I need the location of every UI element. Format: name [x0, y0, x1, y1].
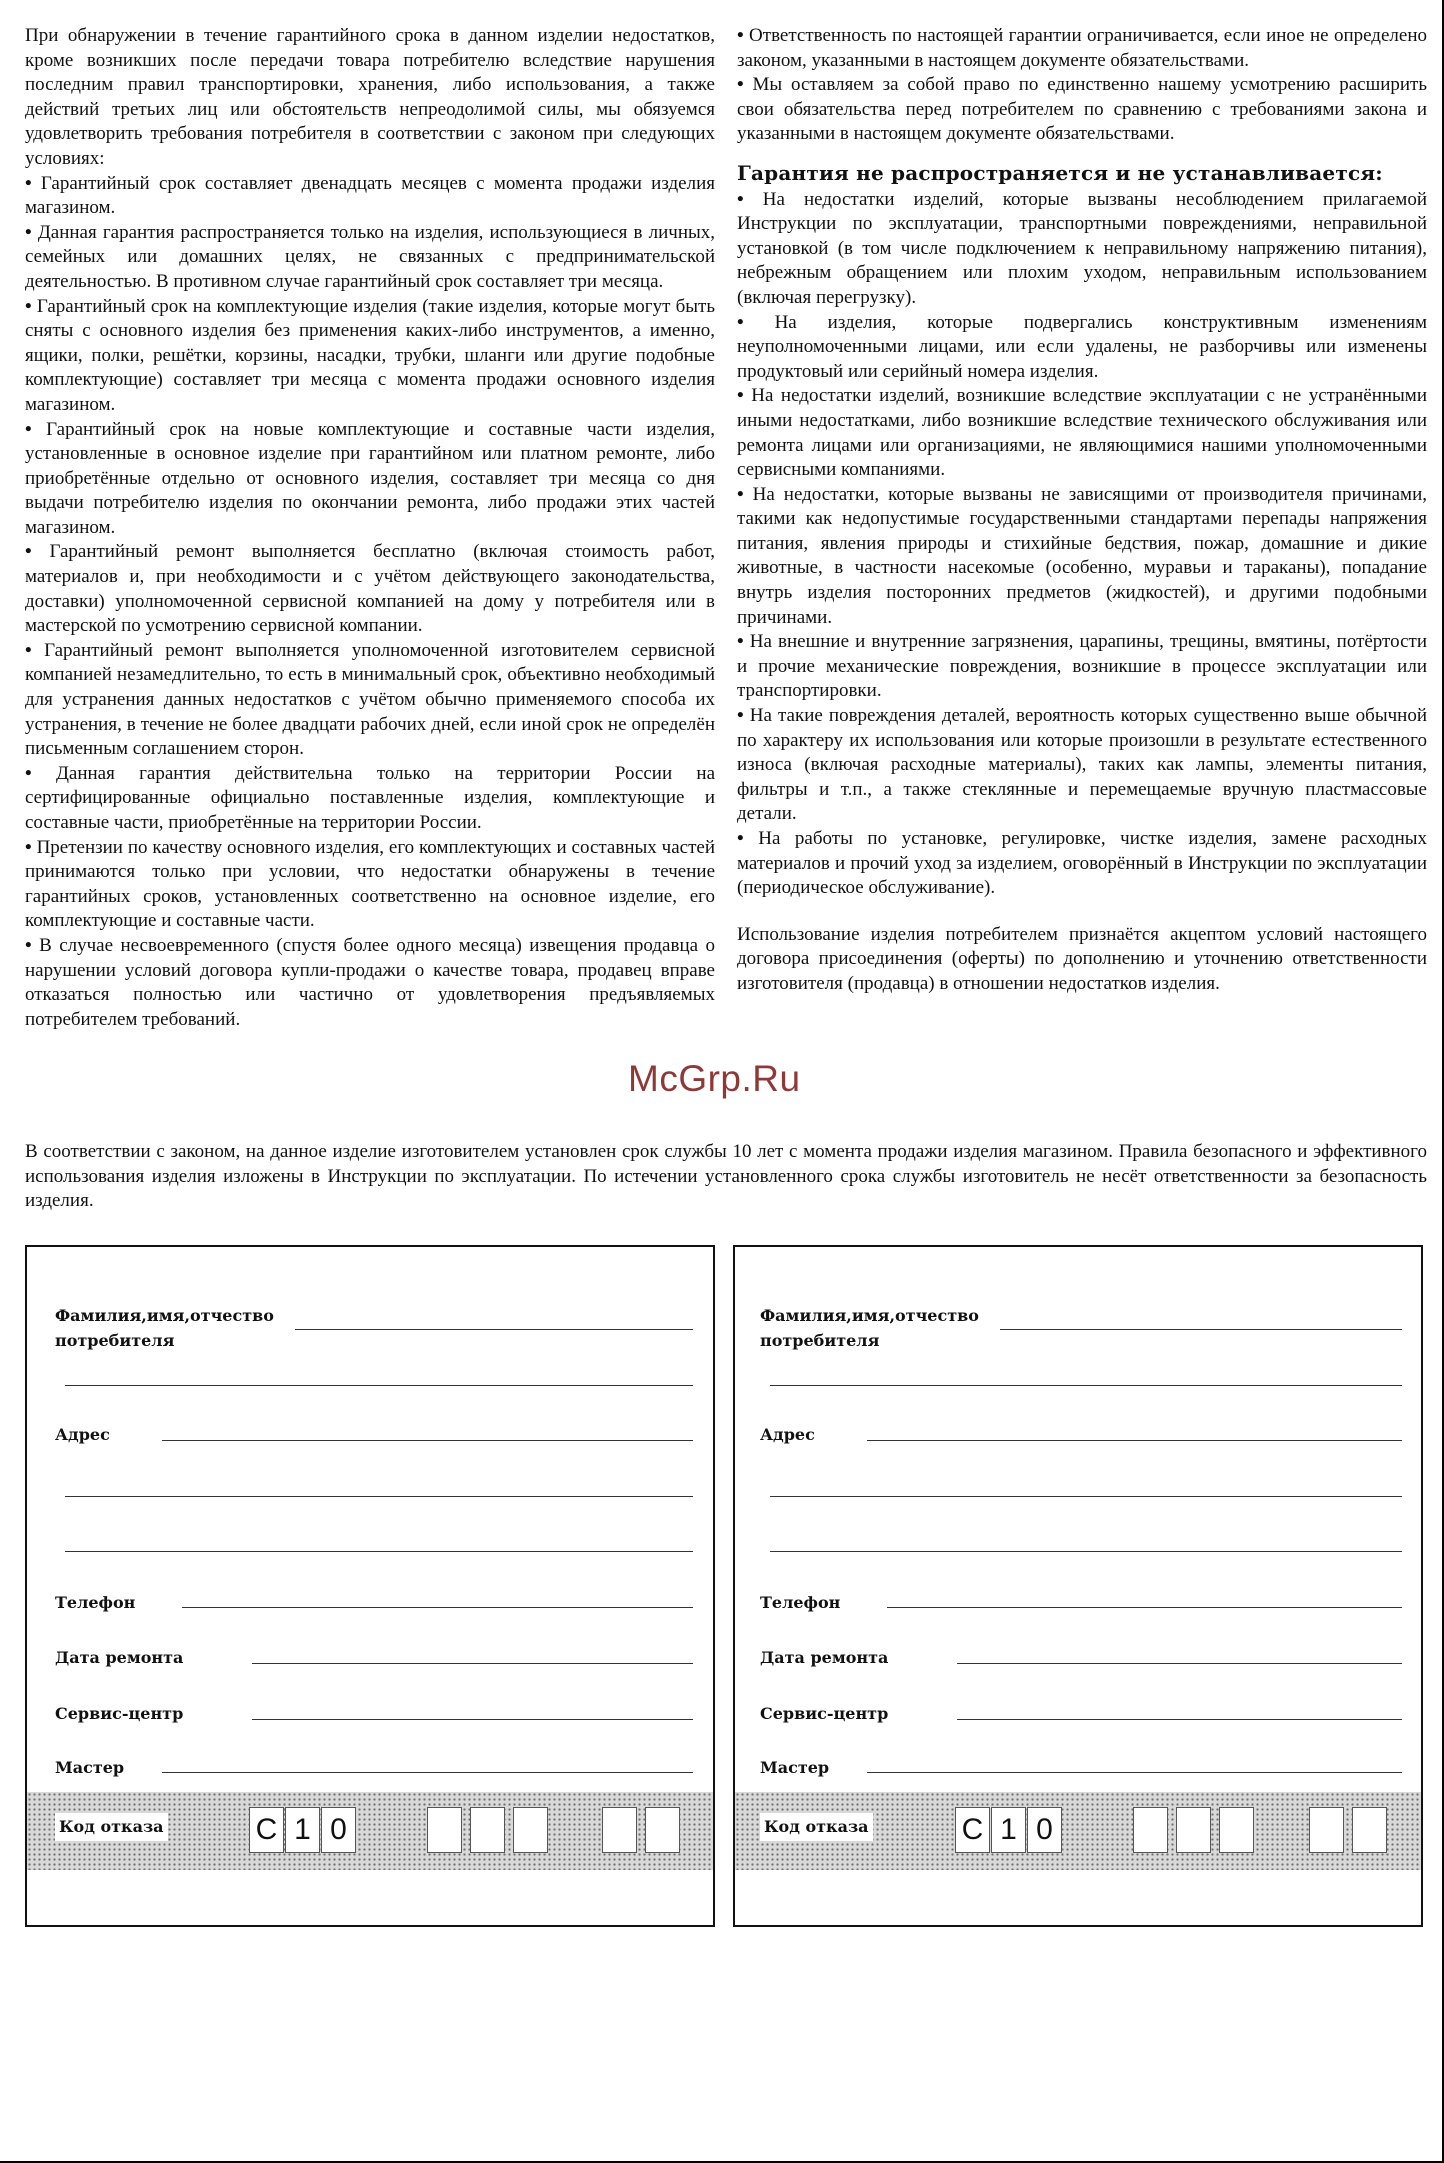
code-box[interactable]: C — [249, 1807, 284, 1853]
address-label: Адрес — [55, 1425, 110, 1444]
name-field-line[interactable] — [295, 1329, 693, 1330]
name-field-line-2[interactable] — [65, 1385, 693, 1386]
code-box[interactable]: C — [955, 1807, 990, 1853]
code-box[interactable]: 0 — [321, 1807, 356, 1853]
code-box-empty[interactable] — [1352, 1807, 1387, 1853]
watermark: McGrp.Ru — [628, 1058, 801, 1099]
code-box-empty[interactable] — [513, 1807, 548, 1853]
name-field-line-2[interactable] — [770, 1385, 1402, 1386]
code-box-empty[interactable] — [427, 1807, 462, 1853]
address-field-line-3[interactable] — [770, 1551, 1402, 1552]
warranty-free-repair-item: • Гарантийный ремонт выполняется бесплатно (включая стоимость работ, материалов и, при необходимости и с учётом действующего законодательства, доставки) уполномоченной сервисной компанией на дому у потребителя или в мастерской по усмотрению сервисной компании. — [25, 540, 715, 638]
service-center-field-line[interactable] — [957, 1719, 1402, 1720]
name-label: Фамилия,имя,отчество — [55, 1306, 274, 1325]
address-label: Адрес — [760, 1425, 815, 1444]
name-label: Фамилия,имя,отчество — [760, 1306, 979, 1325]
service-center-field-line[interactable] — [252, 1719, 693, 1720]
phone-label: Телефон — [55, 1593, 136, 1612]
phone-field-line[interactable] — [887, 1607, 1402, 1608]
warranty-new-parts-item: • Гарантийный срок на новые комплектующие и составные части изделия, установленные в основное изделие при гарантийном или платном ремонте, либо приобретённые отдельно от основного изделия, составляет три месяца со дня выдачи потребителю изделия по окончании ремонта, либо продажи этих частей магазином. — [25, 418, 715, 541]
warranty-conditions-column — [25, 24, 715, 1032]
exclusion-item: • На недостатки, которые вызваны не зависящими от производителя причинами, такими как недопустимые государственными стандартами перепады напряжения питания, явления природы и стихийные бедствия, пожар, домашние и дикие животные, в частности насекомые (особенно, муравьи и тараканы), попадание внутрь изделия посторонних предметов (жидкостей), и другими подобными причинами. — [737, 483, 1427, 631]
service-center-label: Сервис-центр — [55, 1704, 184, 1723]
warranty-territory-item: • Данная гарантия действительна только на территории России на сертифицированные официально поставленные изделия, комплектующие и составные части, приобретённые на территории России. — [25, 762, 715, 836]
master-field-line[interactable] — [162, 1772, 693, 1773]
warranty-term-item: • Гарантийный срок составляет двенадцать месяцев с момента продажи изделия магазином. — [25, 172, 715, 221]
acceptance-paragraph: Использование изделия потребителем признаётся акцептом условий настоящего договора присоединения (оферты) по дополнению и уточнению ответственности изготовителя (продавца) в отношении недостатков изделия. — [737, 923, 1427, 994]
address-field-line-3[interactable] — [65, 1551, 693, 1552]
master-field-line[interactable] — [867, 1772, 1402, 1773]
exclusion-item: • На недостатки изделий, возникшие вследствие эксплуатации с не устранёнными иными недостатками, либо возникшие вследствие технического обслуживания или ремонта лицами или организациями, не являющимися нашими уполномоченными сервисными компаниями. — [737, 384, 1427, 482]
extend-obligations-item: • Мы оставляем за собой право по единственно нашему усмотрению расширить свои обязательства перед потребителем по сравнению с требованиями закона и указанными в настоящем документе обязательствами. — [737, 73, 1427, 147]
repair-coupon-1 — [25, 1245, 715, 1927]
address-field-line[interactable] — [867, 1440, 1402, 1441]
address-field-line[interactable] — [162, 1440, 693, 1441]
name-label-cont: потребителя — [55, 1331, 175, 1350]
code-box[interactable]: 1 — [991, 1807, 1026, 1853]
refusal-code-label: Код отказа — [760, 1813, 873, 1841]
warranty-exclusions-column — [737, 24, 1427, 997]
repair-date-field-line[interactable] — [252, 1663, 693, 1664]
phone-label: Телефон — [760, 1593, 841, 1612]
code-box[interactable]: 0 — [1027, 1807, 1062, 1853]
warranty-repair-timing-item: • Гарантийный ремонт выполняется уполномоченной изготовителем сервисной компанией незамедлительно, то есть в минимальный срок, объективно необходимый для устранения данных недостатков с учётом обычно применяемого способа их устранения, в течение не более двадцати рабочих дней, если иной срок не определён письменным соглашением сторон. — [25, 639, 715, 762]
repair-date-label: Дата ремонта — [55, 1648, 184, 1667]
warranty-claims-item: • Претензии по качеству основного изделия, его комплектующих и составных частей принимаются только при условии, что недостатки обнаружены в течение гарантийных сроков, установленных соответственно на основное изделие, его комплектующие и составные части. — [25, 836, 715, 934]
warranty-intro: При обнаружении в течение гарантийного срока в данном изделии недостатков, кроме возникших после передачи товара потребителю вследствие нарушения последним правил транспортировки, хранения, либо использования, а также действий третьих лиц или обстоятельств непреодолимой силы, мы обязуемся удовлетворить требования потребителя в соответствии с законом при следующих условиях: — [25, 25, 715, 169]
exclusion-item: • На такие повреждения деталей, вероятность которых существенно выше обычной по характеру их использования или которые произошли в результате естественного износа (включая расходные материалы), таких как лампы, элементы питания, фильтры и т.п., а также стеклянные и перемещаемые вручную пластмассовые детали. — [737, 704, 1427, 827]
liability-limit-item: • Ответственность по настоящей гарантии ограничивается, если иное не определено законом, указанными в настоящем документе обязательствами. — [737, 24, 1427, 73]
name-field-line[interactable] — [1000, 1329, 1402, 1330]
code-box-empty[interactable] — [1309, 1807, 1344, 1853]
warranty-accessories-item: • Гарантийный срок на комплектующие изделия (такие изделия, которые могут быть сняты с основного изделия без применения каких-либо инструментов, а именно, ящики, полки, решётки, корзины, насадки, трубки, шланги или другие подобные комплектующие) составляет три месяца с момента продажи основного изделия магазином. — [25, 295, 715, 418]
service-life-paragraph: В соответствии с законом, на данное изделие изготовителем установлен срок службы 10 лет с момента продажи изделия магазином. Правила безопасного и эффективного использования изделия изложены в Инструкции по эксплуатации. По истечении установленного срока службы изготовитель не несёт ответственности за безопасность изделия. — [25, 1141, 1427, 1212]
master-label: Мастер — [55, 1758, 125, 1777]
code-box-empty[interactable] — [645, 1807, 680, 1853]
repair-date-field-line[interactable] — [957, 1663, 1402, 1664]
code-box-empty[interactable] — [1219, 1807, 1254, 1853]
refusal-code-label: Код отказа — [55, 1813, 168, 1841]
exclusion-item: • На недостатки изделий, которые вызваны несоблюдением прилагаемой Инструкции по эксплуатации, транспортными повреждениями, неправильной установкой (в том числе подключением к неправильному напряжению питания), небрежным обращением или плохим уходом, неправильным использованием (включая перегрузку). — [737, 188, 1427, 311]
code-box-empty[interactable] — [470, 1807, 505, 1853]
repair-coupon-2 — [733, 1245, 1423, 1927]
exclusions-heading: Гарантия не распространяется и не устанавливается: — [737, 160, 1383, 185]
address-field-line-2[interactable] — [770, 1496, 1402, 1497]
warranty-late-notice-item: • В случае несвоевременного (спустя более одного месяца) извещения продавца о нарушении условий договора купли-продажи о качестве товара, продавец вправе отказаться полностью или частично от удовлетворения предъявляемых потребителем требований. — [25, 934, 715, 1032]
exclusion-item: • На изделия, которые подвергались конструктивным изменениям неуполномоченными лицами, или если удалены, не разборчивы или изменены продуктовый или серийный номера изделия. — [737, 311, 1427, 385]
service-center-label: Сервис-центр — [760, 1704, 889, 1723]
exclusion-item: • На внешние и внутренние загрязнения, царапины, трещины, вмятины, потёртости и прочие механические повреждения, возникшие в процессе эксплуатации или транспортировки. — [737, 630, 1427, 704]
exclusion-item: • На работы по установке, регулировке, чистке изделия, замене расходных материалов и прочий уход за изделием, оговорённый в Инструкции по эксплуатации (периодическое обслуживание). — [737, 827, 1427, 901]
name-label-cont: потребителя — [760, 1331, 880, 1350]
service-life-section — [25, 1140, 1427, 1214]
phone-field-line[interactable] — [182, 1607, 693, 1608]
master-label: Мастер — [760, 1758, 830, 1777]
warranty-personal-use-item: • Данная гарантия распространяется только на изделия, использующиеся в личных, семейных или домашних целях, не связанных с предпринимательской деятельностью. В противном случае гарантийный срок составляет три месяца. — [25, 221, 715, 295]
repair-date-label: Дата ремонта — [760, 1648, 889, 1667]
code-box[interactable]: 1 — [285, 1807, 320, 1853]
address-field-line-2[interactable] — [65, 1496, 693, 1497]
code-box-empty[interactable] — [602, 1807, 637, 1853]
code-box-empty[interactable] — [1133, 1807, 1168, 1853]
code-box-empty[interactable] — [1176, 1807, 1211, 1853]
